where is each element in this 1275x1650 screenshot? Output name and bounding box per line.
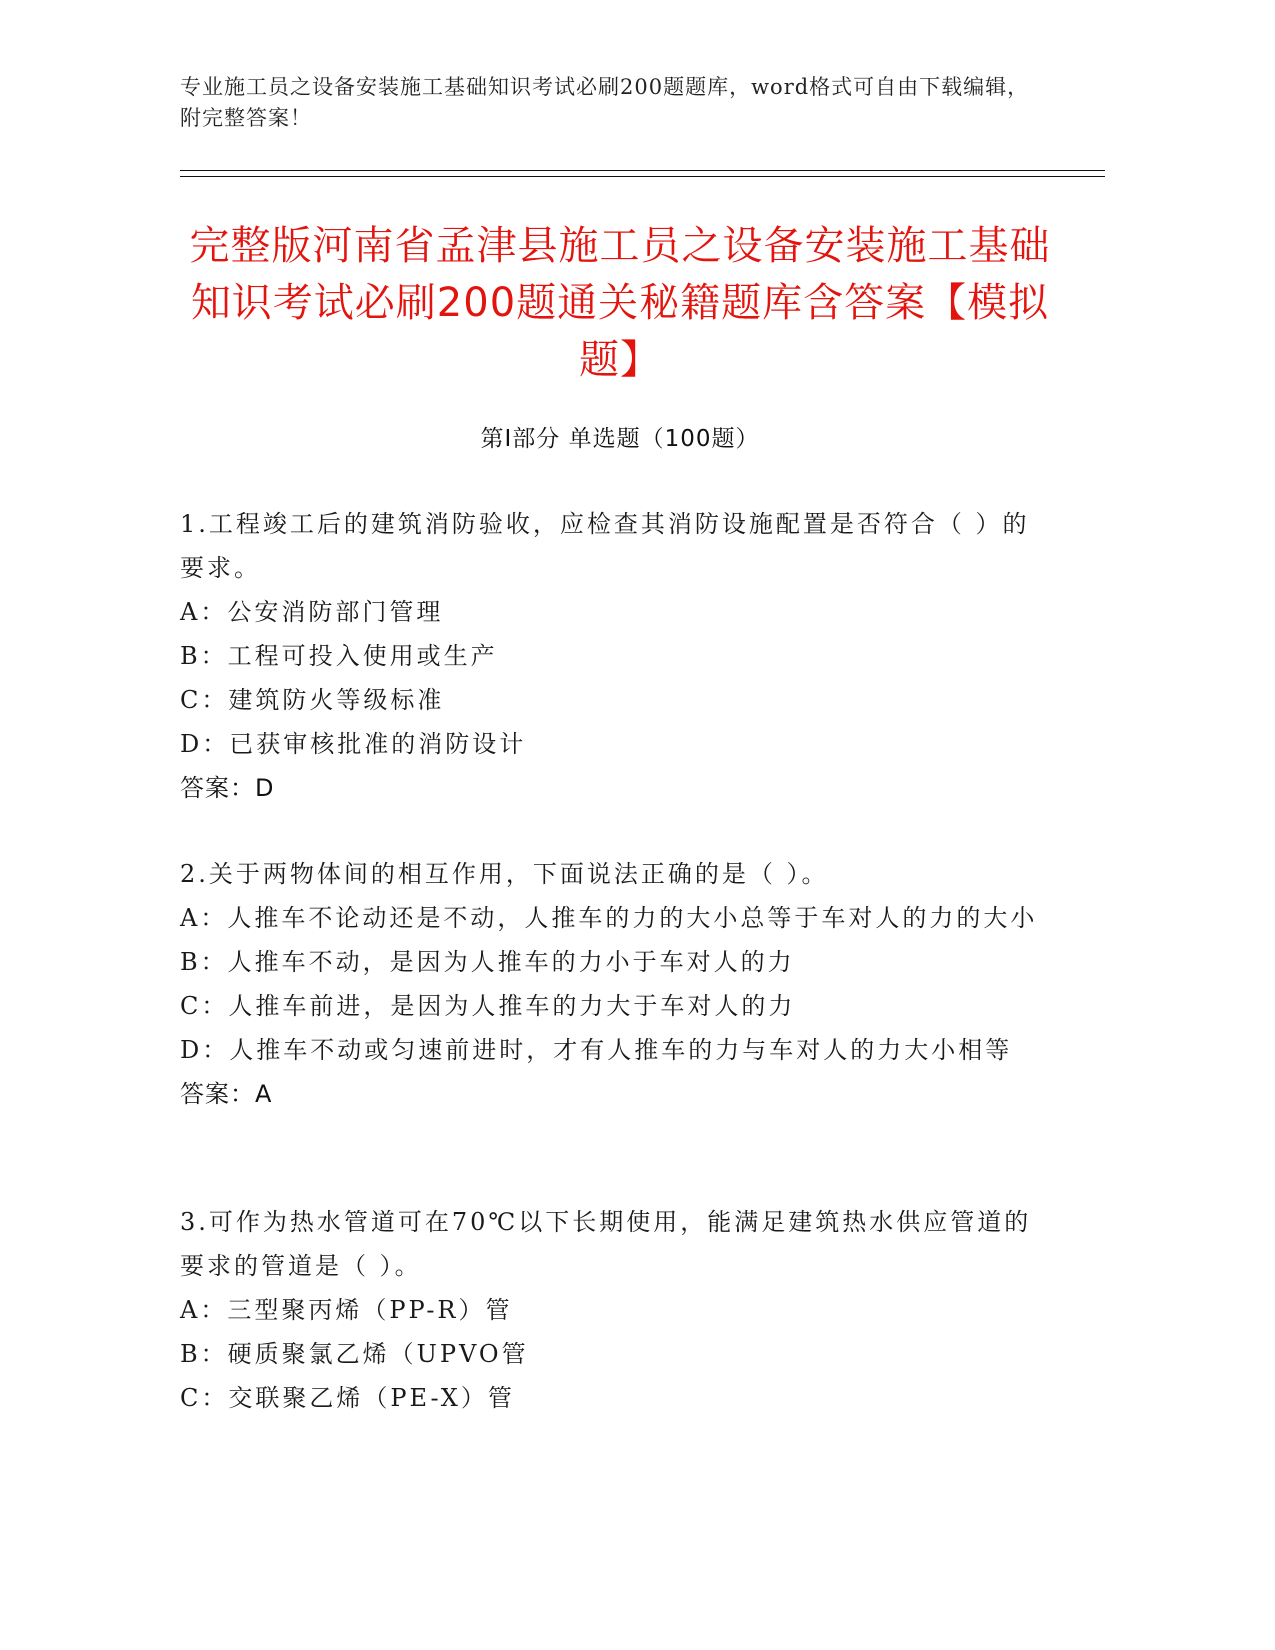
option-b: B：工程可投入使用或生产 [180, 642, 498, 670]
question-2 [180, 852, 1040, 1116]
answer: 答案：D [180, 774, 275, 802]
option-a: A：三型聚丙烯（PP-R）管 [180, 1296, 513, 1324]
option-d: D：已获审核批准的消防设计 [180, 730, 527, 758]
answer: 答案：A [180, 1080, 273, 1108]
option-b: B：硬质聚氯乙烯（UPVO管 [180, 1340, 529, 1368]
divider-bottom [180, 176, 1105, 177]
question-stem: 2.关于两物体间的相互作用，下面说法正确的是（ ）。 [180, 860, 829, 888]
question-1 [180, 502, 1040, 810]
section-title: 第Ⅰ部分 单选题（100题） [480, 426, 760, 452]
option-a: A：公安消防部门管理 [180, 598, 444, 626]
option-c: C：人推车前进，是因为人推车的力大于车对人的力 [180, 992, 796, 1020]
question-stem: 3.可作为热水管道可在70℃以下长期使用，能满足建筑热水供应管道的要求的管道是（ ）。 [180, 1208, 1032, 1280]
divider-top [180, 170, 1105, 171]
option-c: C：交联聚乙烯（PE-X）管 [180, 1384, 515, 1412]
option-b: B：人推车不动，是因为人推车的力小于车对人的力 [180, 948, 795, 976]
question-stem: 1.工程竣工后的建筑消防验收，应检查其消防设施配置是否符合（ ）的要求。 [180, 510, 1030, 582]
option-c: C：建筑防火等级标准 [180, 686, 445, 714]
option-a: A：人推车不论动还是不动，人推车的力的大小总等于车对人的力的大小 [180, 904, 1038, 932]
question-3 [180, 1200, 1040, 1420]
document-title: 完整版河南省孟津县施工员之设备安装施工基础知识考试必刷200题通关秘籍题库含答案【模拟题】 [189, 223, 1051, 383]
header-note: 专业施工员之设备安装施工基础知识考试必刷200题题库，word格式可自由下载编辑，附完整答案！ [180, 75, 1030, 130]
option-d: D：人推车不动或匀速前进时，才有人推车的力与车对人的力大小相等 [180, 1036, 1013, 1064]
